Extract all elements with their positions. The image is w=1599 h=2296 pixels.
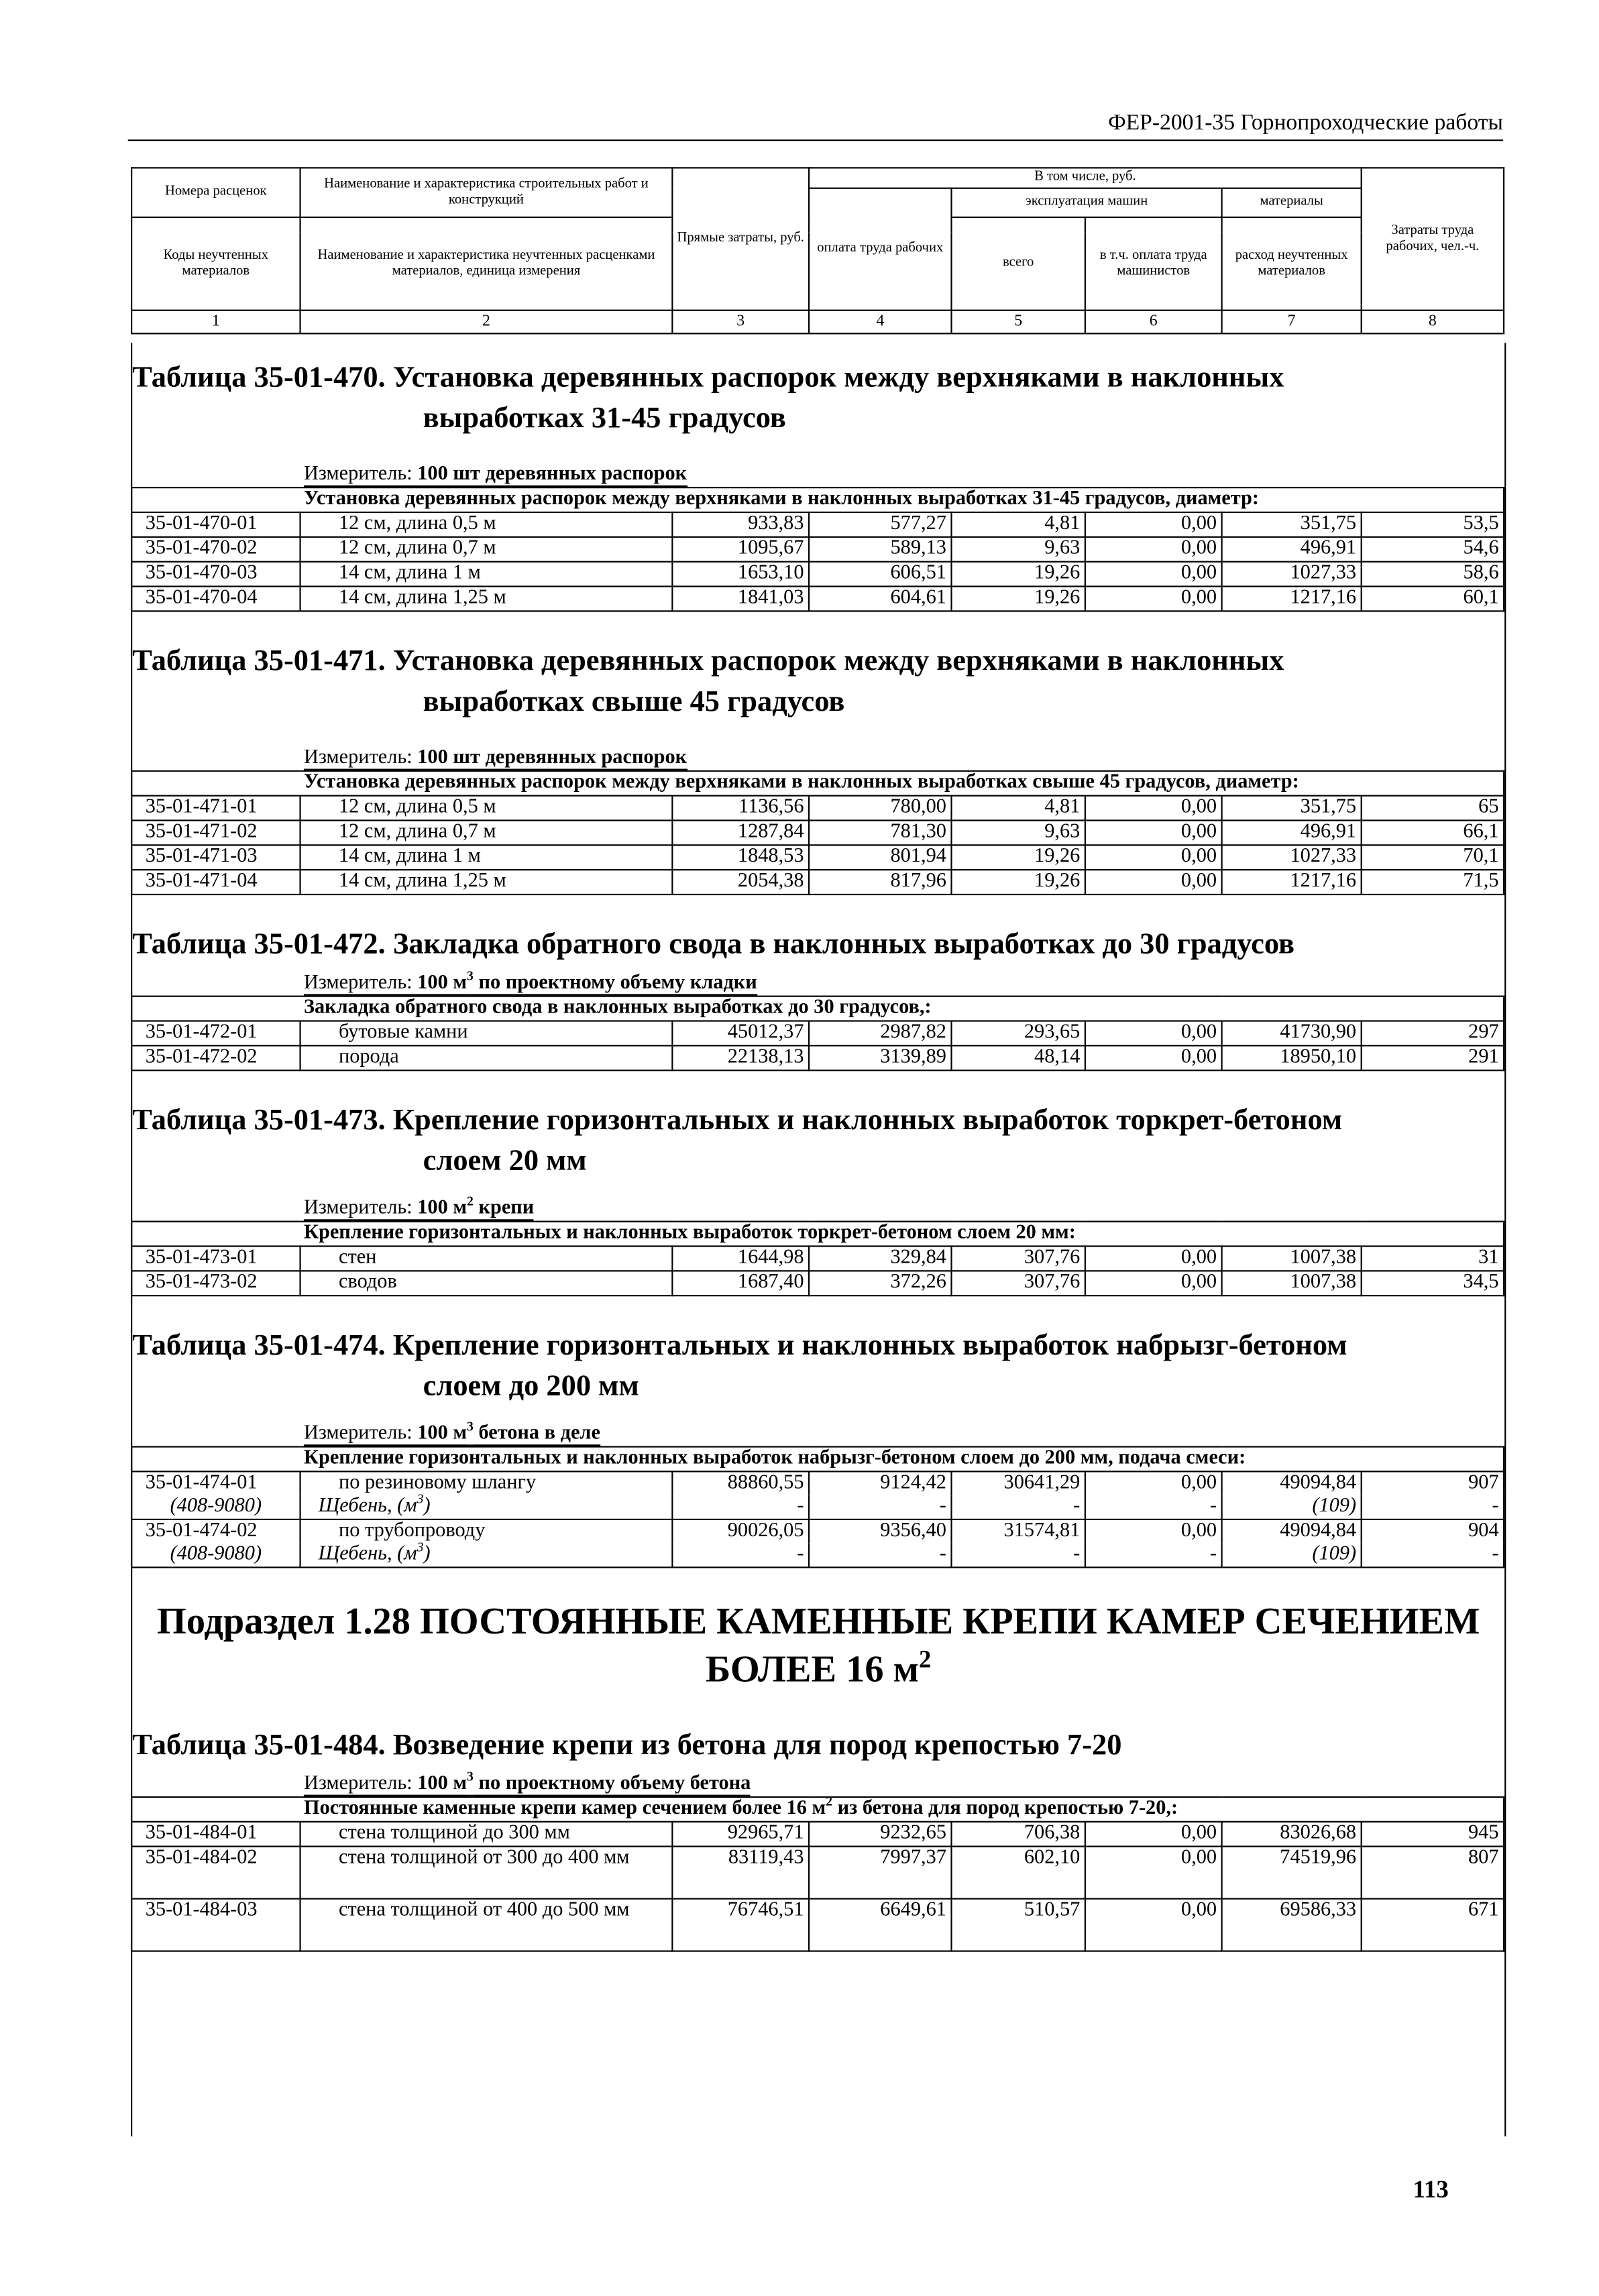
materials: 18950,10 — [1222, 1045, 1362, 1070]
material-name — [300, 1491, 673, 1519]
rate-name: 12 см, длина 0,7 м — [300, 820, 673, 845]
wages: 606,51 — [809, 562, 951, 587]
dash: - — [672, 1544, 809, 1568]
rate-code: 35-01-470-04 — [131, 587, 300, 612]
machinist-wages: 0,00 — [1085, 1471, 1222, 1495]
col-number: 8 — [1362, 310, 1504, 333]
wages: 9124,42 — [809, 1471, 951, 1495]
measure-line — [132, 746, 1504, 770]
rate-table — [131, 1221, 1504, 1297]
machines-total: 19,26 — [951, 587, 1085, 612]
wages: 589,13 — [809, 537, 951, 562]
rate-name: по резиновому шлангу — [300, 1471, 673, 1495]
table-subheading — [131, 1794, 1504, 1822]
table-title — [132, 641, 1504, 722]
table-title-line2: выработках свыше 45 градусов — [423, 685, 845, 718]
labor-costs: 70,1 — [1362, 845, 1504, 870]
measure-prefix: Измеритель: — [304, 1423, 417, 1446]
dash: - — [1362, 1544, 1504, 1568]
table-title-line1: Таблица 35-01-470. Установка деревянных распорок между верхняками в наклонных — [132, 361, 1284, 394]
measure-unit-sup: 3 — [467, 1769, 474, 1784]
rate-code: 35-01-471-02 — [131, 820, 300, 845]
material-name-a: Щебень, (м — [318, 1495, 417, 1517]
dash: - — [1362, 1495, 1504, 1519]
col-number: 3 — [672, 310, 809, 333]
table-subheading: Крепление горизонтальных и наклонных выработок торкрет-бетоном слоем 20 мм: — [131, 1222, 1504, 1247]
measure-unit — [417, 1769, 751, 1795]
col-header-direct-costs: Прямые затраты, руб. — [672, 168, 809, 310]
col-number: 5 — [951, 310, 1085, 333]
col-number: 4 — [809, 310, 951, 333]
subsection-line2-sup: 2 — [919, 1646, 932, 1674]
dash: - — [1085, 1495, 1222, 1519]
dash: - — [809, 1544, 951, 1568]
direct-costs: 90026,05 — [672, 1519, 809, 1544]
materials: 41730,90 — [1222, 1021, 1362, 1046]
rate-code: 35-01-470-02 — [131, 537, 300, 562]
measure-unit-b: по проектному объему бетона — [474, 1773, 751, 1796]
rate-name: стен — [300, 1246, 673, 1271]
direct-costs: 2054,38 — [672, 870, 809, 895]
subheading-a: Постоянные каменные крепи камер сечением более 16 м — [303, 1797, 826, 1820]
column-header-table — [131, 167, 1504, 333]
labor-costs: 31 — [1362, 1246, 1504, 1271]
col-header-name: Наименование и характеристика строительных работ и конструкций — [300, 168, 673, 217]
machinist-wages: 0,00 — [1085, 1899, 1222, 1951]
table-title — [132, 1100, 1504, 1182]
measure-unit-b: бетона в деле — [474, 1423, 600, 1446]
table-title-line1: Таблица 35-01-472. Закладка обратного свода в наклонных выработках до 30 градусов — [132, 928, 1294, 961]
subheading-sup: 2 — [826, 1794, 832, 1809]
measure-unit — [417, 1419, 600, 1445]
col-header-machines: эксплуатация машин — [951, 188, 1221, 217]
machinist-wages: 0,00 — [1085, 870, 1222, 895]
measure-line — [132, 1196, 1504, 1221]
subheading-b: из бетона для пород крепостью 7-20,: — [832, 1797, 1178, 1820]
table-35-01-473 — [132, 1100, 1504, 1297]
material-code: (408-9080) — [131, 1544, 300, 1568]
rate-code: 35-01-473-02 — [131, 1271, 300, 1296]
labor-costs: 297 — [1362, 1021, 1504, 1046]
subsection-heading-line1: Подраздел 1.28 ПОСТОЯННЫЕ КАМЕННЫЕ КРЕПИ КАМЕР СЕЧЕНИЕМ — [157, 1600, 1480, 1643]
table-row — [131, 845, 1504, 870]
header-rule — [128, 139, 1503, 141]
measure-unit-sup: 3 — [467, 1419, 474, 1434]
direct-costs: 1287,84 — [672, 820, 809, 845]
table-row — [131, 1021, 1504, 1046]
direct-costs: 83119,43 — [672, 1847, 809, 1899]
machines-total: 602,10 — [951, 1847, 1085, 1899]
rate-code: 35-01-472-01 — [131, 1021, 300, 1046]
table-title — [132, 924, 1504, 965]
machinist-wages: 0,00 — [1085, 820, 1222, 845]
direct-costs: 1848,53 — [672, 845, 809, 870]
direct-costs: 1136,56 — [672, 796, 809, 821]
rate-name: 14 см, длина 1,25 м — [300, 587, 673, 612]
labor-costs: 65 — [1362, 796, 1504, 821]
material-name-sup: 3 — [417, 1491, 424, 1507]
rate-name: стена толщиной от 300 до 400 мм — [300, 1847, 673, 1899]
wages: 781,30 — [809, 820, 951, 845]
table-35-01-471 — [132, 641, 1504, 895]
material-name-b: ) — [423, 1495, 431, 1517]
measure-prefix: Измеритель: — [304, 1773, 417, 1796]
measure-unit-sup: 3 — [467, 968, 474, 983]
table-row — [131, 1246, 1504, 1271]
rate-name: 14 см, длина 1 м — [300, 845, 673, 870]
table-35-01-470 — [132, 357, 1504, 612]
labor-costs: 291 — [1362, 1045, 1504, 1070]
labor-costs: 807 — [1362, 1847, 1504, 1899]
machines-total: 48,14 — [951, 1045, 1085, 1070]
rate-name: 14 см, длина 1 м — [300, 562, 673, 587]
table-subheading: Крепление горизонтальных и наклонных выработок набрызг-бетоном слоем до 200 мм, подача смеси: — [131, 1447, 1504, 1472]
machinist-wages: 0,00 — [1085, 587, 1222, 612]
rate-table — [131, 1796, 1504, 1952]
table-title-line1: Таблица 35-01-484. Возведение крепи из бетона для пород крепостью 7-20 — [132, 1729, 1122, 1762]
wages: 780,00 — [809, 796, 951, 821]
machinist-wages: 0,00 — [1085, 1246, 1222, 1271]
col-number: 1 — [131, 310, 300, 333]
table-title-line1: Таблица 35-01-473. Крепление горизонтальных и наклонных выработок торкрет-бетоном — [132, 1104, 1343, 1137]
table-row — [131, 1271, 1504, 1296]
col-header-labor: Затраты труда рабочих, чел.-ч. — [1362, 168, 1504, 310]
materials: 1217,16 — [1222, 870, 1362, 895]
measure-unit — [417, 968, 757, 994]
rate-code: 35-01-471-04 — [131, 870, 300, 895]
rate-name: бутовые камни — [300, 1021, 673, 1046]
col-number: 6 — [1085, 310, 1222, 333]
page-number: 113 — [1413, 2175, 1449, 2203]
table-row — [131, 1822, 1504, 1847]
machines-total: 510,57 — [951, 1899, 1085, 1951]
running-header: ФЕР-2001-35 Горнопроходческие работы — [1108, 110, 1503, 135]
dash: - — [672, 1495, 809, 1519]
rate-code: 35-01-474-02 — [131, 1519, 300, 1544]
material-usage: (109) — [1222, 1495, 1362, 1519]
rate-table — [131, 487, 1504, 612]
measure-unit: 100 шт деревянных распорок — [417, 463, 687, 485]
materials: 1007,38 — [1222, 1271, 1362, 1296]
materials: 83026,68 — [1222, 1822, 1362, 1847]
labor-costs: 60,1 — [1362, 587, 1504, 612]
materials: 1027,33 — [1222, 845, 1362, 870]
direct-costs: 92965,71 — [672, 1822, 809, 1847]
machines-total: 9,63 — [951, 537, 1085, 562]
measure-unit-b: крепи — [474, 1198, 534, 1221]
measure-line — [132, 968, 1504, 996]
wages: 6649,61 — [809, 1899, 951, 1951]
machines-total: 4,81 — [951, 512, 1085, 537]
rate-code: 35-01-484-03 — [131, 1899, 300, 1951]
col-number: 7 — [1222, 310, 1362, 333]
table-title — [132, 1725, 1504, 1766]
labor-costs: 34,5 — [1362, 1271, 1504, 1296]
wages: 3139,89 — [809, 1045, 951, 1070]
labor-costs: 53,5 — [1362, 512, 1504, 537]
materials: 1007,38 — [1222, 1246, 1362, 1271]
machines-total: 293,65 — [951, 1021, 1085, 1046]
wages: 329,84 — [809, 1246, 951, 1271]
rate-name: по трубопроводу — [300, 1519, 673, 1544]
direct-costs: 1095,67 — [672, 537, 809, 562]
machinist-wages: 0,00 — [1085, 537, 1222, 562]
wages: 604,61 — [809, 587, 951, 612]
measure-unit: 100 шт деревянных распорок — [417, 746, 687, 769]
table-35-01-474 — [132, 1326, 1504, 1568]
rate-name: сводов — [300, 1271, 673, 1296]
rate-name: 12 см, длина 0,5 м — [300, 512, 673, 537]
machinist-wages: 0,00 — [1085, 1021, 1222, 1046]
material-name — [300, 1539, 673, 1568]
dash: - — [1085, 1544, 1222, 1568]
direct-costs: 22138,13 — [672, 1045, 809, 1070]
tables-body — [131, 343, 1506, 2136]
labor-costs: 54,6 — [1362, 537, 1504, 562]
materials: 69586,33 — [1222, 1899, 1362, 1951]
rate-name: стена толщиной от 400 до 500 мм — [300, 1899, 673, 1951]
materials: 351,75 — [1222, 512, 1362, 537]
machines-total: 19,26 — [951, 870, 1085, 895]
direct-costs: 1653,10 — [672, 562, 809, 587]
table-35-01-484 — [132, 1725, 1504, 1952]
measure-line — [132, 1419, 1504, 1446]
machinist-wages: 0,00 — [1085, 512, 1222, 537]
col-header-numbers: Номера расценок — [131, 168, 300, 217]
table-row — [131, 1847, 1504, 1899]
materials: 496,91 — [1222, 537, 1362, 562]
wages: 801,94 — [809, 845, 951, 870]
material-code: (408-9080) — [131, 1495, 300, 1519]
machinist-wages: 0,00 — [1085, 1045, 1222, 1070]
measure-unit-b: по проектному объему кладки — [474, 972, 757, 996]
materials: 351,75 — [1222, 796, 1362, 821]
machinist-wages: 0,00 — [1085, 1271, 1222, 1296]
machinist-wages: 0,00 — [1085, 1519, 1222, 1544]
material-code-row — [131, 1495, 1504, 1519]
labor-costs: 671 — [1362, 1899, 1504, 1951]
material-name-b: ) — [423, 1543, 431, 1566]
rate-code: 35-01-471-03 — [131, 845, 300, 870]
machines-total: 19,26 — [951, 845, 1085, 870]
measure-unit-a: 100 м — [417, 972, 467, 996]
table-35-01-472 — [132, 924, 1504, 1071]
col-header-including: В том числе, руб. — [809, 168, 1362, 188]
measure-prefix: Измеритель: — [304, 747, 417, 770]
materials: 74519,96 — [1222, 1847, 1362, 1899]
measure-prefix: Измеритель: — [304, 1198, 417, 1221]
col-header-material-usage: расход неучтенных материалов — [1222, 217, 1362, 310]
rate-name: порода — [300, 1045, 673, 1070]
direct-costs: 933,83 — [672, 512, 809, 537]
wages: 2987,82 — [809, 1021, 951, 1046]
material-usage: (109) — [1222, 1544, 1362, 1568]
direct-costs: 88860,55 — [672, 1471, 809, 1495]
rate-name: 14 см, длина 1,25 м — [300, 870, 673, 895]
material-name-a: Щебень, (м — [318, 1543, 417, 1566]
direct-costs: 1841,03 — [672, 587, 809, 612]
measure-unit-sup: 2 — [467, 1194, 474, 1208]
direct-costs: 1687,40 — [672, 1271, 809, 1296]
machinist-wages: 0,00 — [1085, 1822, 1222, 1847]
material-code-row — [131, 1544, 1504, 1568]
rate-table — [131, 1446, 1504, 1568]
dash: - — [809, 1495, 951, 1519]
materials: 1217,16 — [1222, 587, 1362, 612]
machines-total: 307,76 — [951, 1246, 1085, 1271]
rate-name: 12 см, длина 0,7 м — [300, 537, 673, 562]
table-row — [131, 587, 1504, 612]
table-title-line2: выработках 31-45 градусов — [423, 402, 786, 435]
rate-code: 35-01-471-01 — [131, 796, 300, 821]
labor-costs: 66,1 — [1362, 820, 1504, 845]
measure-unit — [417, 1194, 535, 1220]
rate-name: 12 см, длина 0,5 м — [300, 796, 673, 821]
machinist-wages: 0,00 — [1085, 796, 1222, 821]
material-name-sup: 3 — [417, 1539, 424, 1554]
table-subheading: Установка деревянных распорок между верхняками в наклонных выработках 31-45 градусов, диаметр: — [131, 487, 1504, 512]
machinist-wages: 0,00 — [1085, 845, 1222, 870]
rate-code: 35-01-472-02 — [131, 1045, 300, 1070]
col-header-machinist-wages: в т.ч. оплата труда машинистов — [1085, 217, 1222, 310]
machines-total: 9,63 — [951, 820, 1085, 845]
labor-costs: 907 — [1362, 1471, 1504, 1495]
wages: 9356,40 — [809, 1519, 951, 1544]
table-row — [131, 870, 1504, 895]
dash: - — [951, 1495, 1085, 1519]
materials: 1027,33 — [1222, 562, 1362, 587]
subsection-line2-text: БОЛЕЕ 16 м — [706, 1648, 920, 1690]
col-header-wages: оплата труда рабочих — [809, 188, 951, 310]
table-title-line1: Таблица 35-01-474. Крепление горизонтальных и наклонных выработок набрызг-бетоном — [132, 1330, 1347, 1362]
measure-unit-a: 100 м — [417, 1773, 467, 1796]
wages: 7997,37 — [809, 1847, 951, 1899]
wages: 817,96 — [809, 870, 951, 895]
table-row — [131, 537, 1504, 562]
machines-total: 30641,29 — [951, 1471, 1085, 1495]
labor-costs: 58,6 — [1362, 562, 1504, 587]
table-row — [131, 796, 1504, 821]
rate-code: 35-01-473-01 — [131, 1246, 300, 1271]
table-subheading: Закладка обратного свода в наклонных выработках до 30 градусов,: — [131, 996, 1504, 1021]
table-row — [131, 1471, 1504, 1495]
table-row — [131, 562, 1504, 587]
table-row — [131, 1519, 1504, 1544]
machines-total: 706,38 — [951, 1822, 1085, 1847]
machines-total: 307,76 — [951, 1271, 1085, 1296]
subsection-heading-line2 — [132, 1645, 1504, 1693]
subsection-heading — [132, 1597, 1504, 1693]
labor-costs: 945 — [1362, 1822, 1504, 1847]
labor-costs: 71,5 — [1362, 870, 1504, 895]
measure-prefix: Измеритель: — [304, 463, 417, 487]
measure-unit-a: 100 м — [417, 1198, 467, 1221]
rate-name: стена толщиной до 300 мм — [300, 1822, 673, 1847]
machinist-wages: 0,00 — [1085, 562, 1222, 587]
measure-prefix: Измеритель: — [304, 972, 417, 996]
direct-costs: 45012,37 — [672, 1021, 809, 1046]
table-subheading: Установка деревянных распорок между верхняками в наклонных выработках свыше 45 градусов, диаметр: — [131, 771, 1504, 796]
col-header-materials: материалы — [1222, 188, 1362, 217]
table-row — [131, 1045, 1504, 1070]
materials: 49094,84 — [1222, 1519, 1362, 1544]
table-title-line2: слоем до 200 мм — [423, 1370, 639, 1403]
wages: 577,27 — [809, 512, 951, 537]
direct-costs: 76746,51 — [672, 1899, 809, 1951]
col-header-total: всего — [951, 217, 1085, 310]
rate-table — [131, 770, 1504, 895]
rate-code: 35-01-470-03 — [131, 562, 300, 587]
wages: 372,26 — [809, 1271, 951, 1296]
labor-costs: 904 — [1362, 1519, 1504, 1544]
wages: 9232,65 — [809, 1822, 951, 1847]
machines-total: 4,81 — [951, 796, 1085, 821]
materials: 496,91 — [1222, 820, 1362, 845]
table-title-line2: слоем 20 мм — [423, 1145, 587, 1178]
measure-line — [132, 1769, 1504, 1796]
table-title — [132, 1326, 1504, 1407]
rate-code: 35-01-470-01 — [131, 512, 300, 537]
materials: 49094,84 — [1222, 1471, 1362, 1495]
col-header-codes: Коды неучтенных материалов — [131, 217, 300, 310]
table-row — [131, 1899, 1504, 1951]
machines-total: 31574,81 — [951, 1519, 1085, 1544]
table-title — [132, 357, 1504, 439]
machines-total: 19,26 — [951, 562, 1085, 587]
dash: - — [951, 1544, 1085, 1568]
rate-code: 35-01-484-02 — [131, 1847, 300, 1899]
machinist-wages: 0,00 — [1085, 1847, 1222, 1899]
col-number: 2 — [300, 310, 673, 333]
table-row — [131, 512, 1504, 537]
table-title-line1: Таблица 35-01-471. Установка деревянных распорок между верхняками в наклонных — [132, 645, 1284, 677]
rate-code: 35-01-484-01 — [131, 1822, 300, 1847]
rate-code: 35-01-474-01 — [131, 1471, 300, 1495]
direct-costs: 1644,98 — [672, 1246, 809, 1271]
rate-table — [131, 996, 1504, 1072]
measure-line — [132, 462, 1504, 487]
col-header-name2: Наименование и характеристика неучтенных расценками материалов, единица измерения — [300, 217, 673, 310]
table-row — [131, 820, 1504, 845]
measure-unit-a: 100 м — [417, 1423, 467, 1446]
